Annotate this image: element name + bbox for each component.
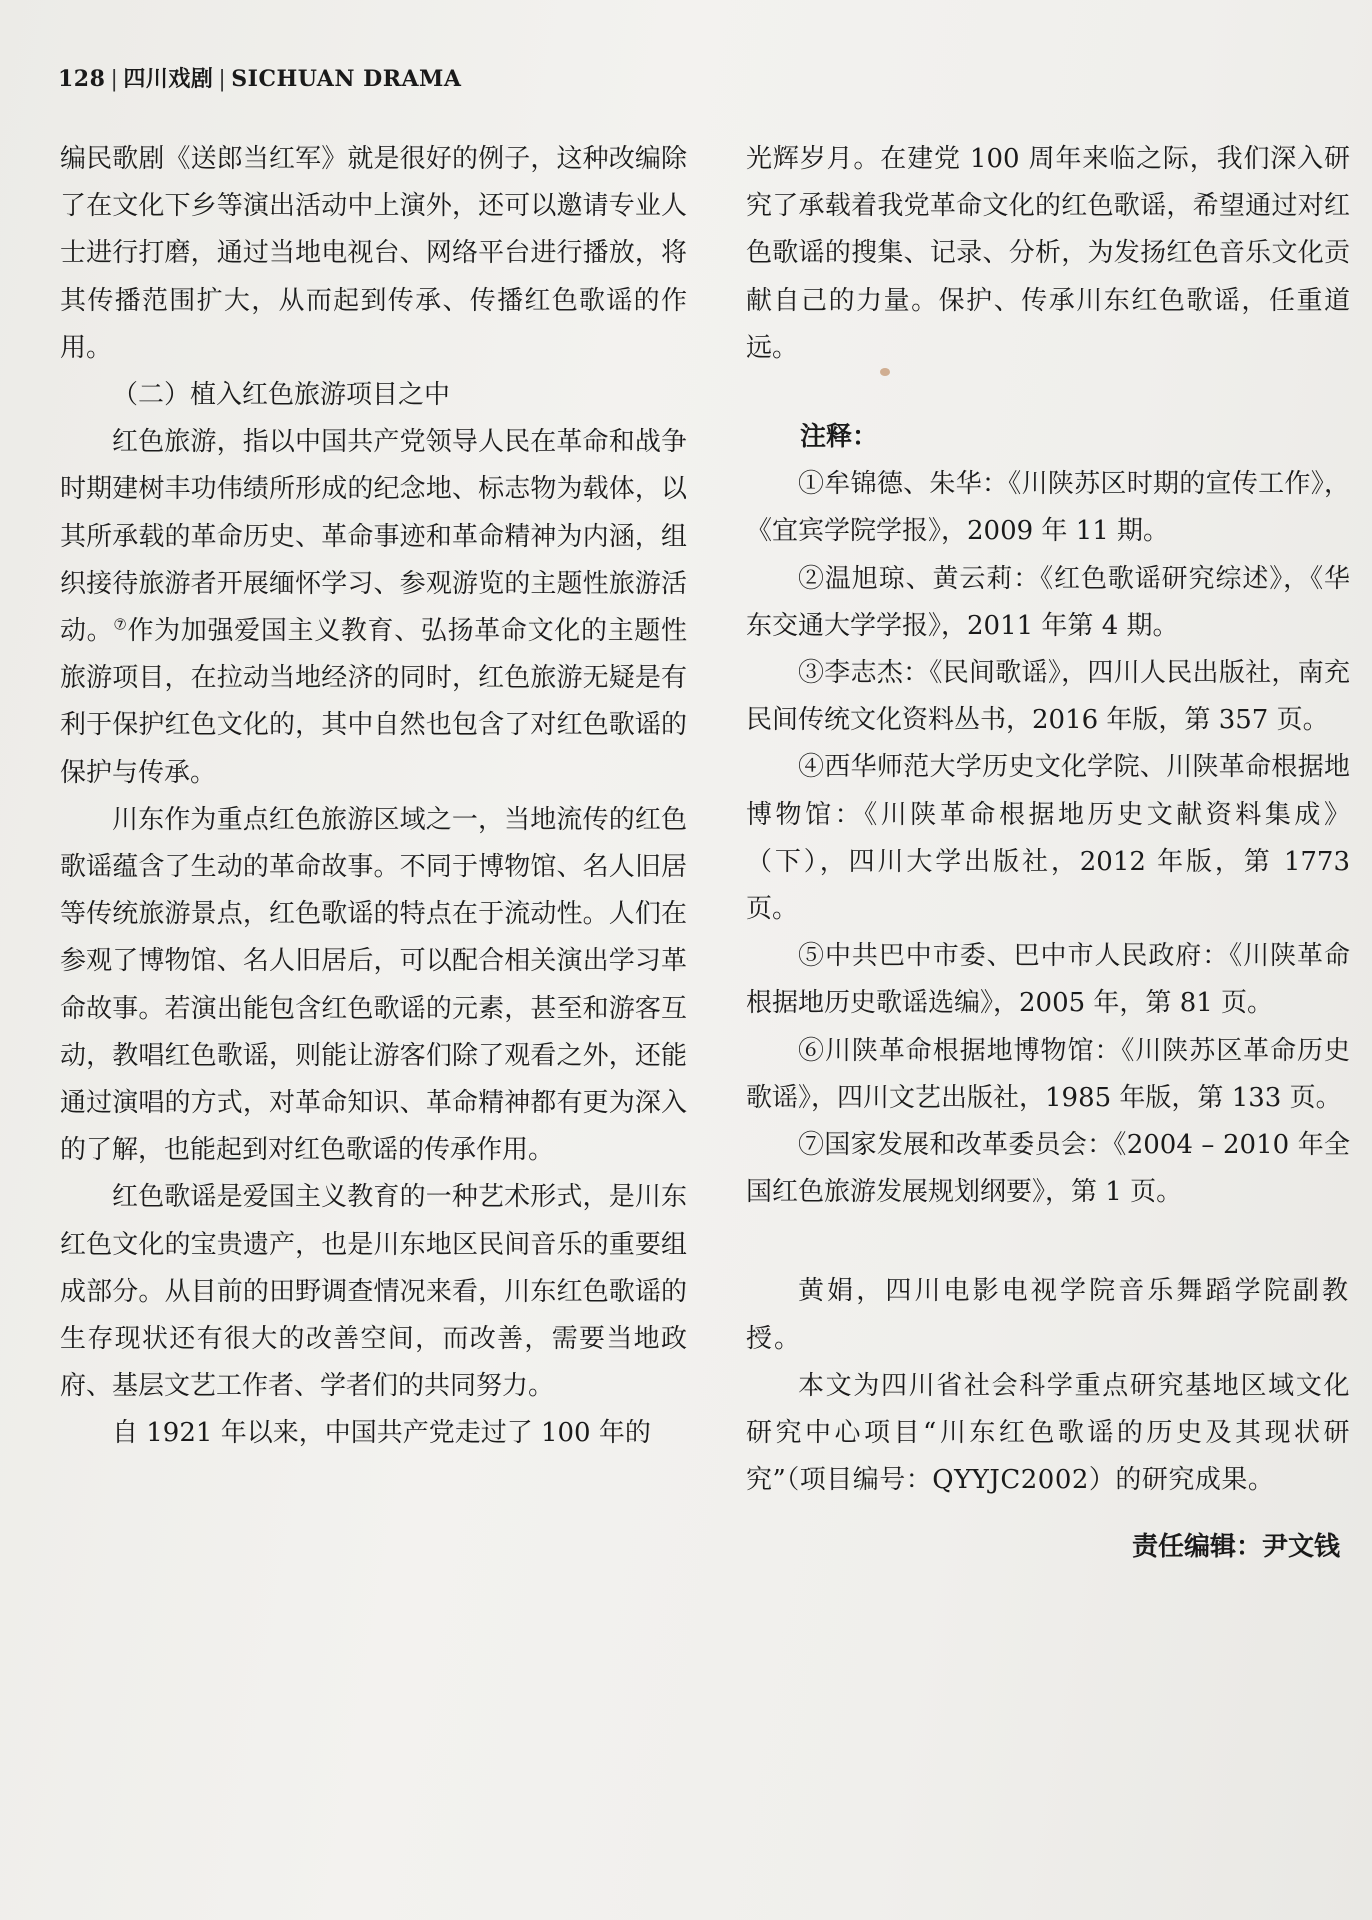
paragraph-red-tourism-part1: 红色旅游，指以中国共产党领导人民在革命和战争时期建树丰功伟绩所形成的纪念地、标志物为载体，以其所承载的革命历史、革命事迹和革命精神为内涵，组织接待旅游者开展缅怀学习、参观游览的主题性旅游活动。 — [60, 427, 687, 647]
page-number: 128 — [58, 66, 106, 92]
note-item: ②温旭琼、黄云莉：《红色歌谣研究综述》，《华东交通大学学报》，2011 年第 4 期。 — [746, 563, 1350, 641]
notes-heading: 注释： — [800, 422, 879, 453]
paragraph-continued: 编民歌剧《送郎当红军》就是很好的例子，这种改编除了在文化下乡等演出活动中上演外，还可以邀请专业人士进行打磨，通过当地电视台、网络平台进行播放，将其传播范围扩大，从而起到传承、传播红色歌谣的作用。 — [60, 144, 687, 363]
right-column — [746, 136, 1350, 1572]
note-item: ⑦国家发展和改革委员会：《2004 – 2010 年全国红色旅游发展规划纲要》，第 1 页。 — [746, 1130, 1350, 1208]
running-header: 128 | 四川戏剧 | SICHUAN DRAMA — [58, 66, 462, 92]
author-bio: 黄娟，四川电影电视学院音乐舞蹈学院副教授。 — [746, 1276, 1350, 1354]
paragraph-since-1921: 自 1921 年以来，中国共产党走过了 100 年的 — [112, 1418, 651, 1449]
paragraph-red-tourism-part2: 作为加强爱国主义教育、弘扬革命文化的主题性旅游项目，在拉动当地经济的同时，红色旅游无疑是有利于保护红色文化的，其中自然也包含了对红色歌谣的保护与传承。 — [60, 616, 687, 788]
journal-title-en: SICHUAN DRAMA — [231, 66, 462, 92]
left-column — [60, 136, 687, 1458]
note-item: ⑤中共巴中市委、巴中市人民政府：《川陕革命根据地历史歌谣选编》，2005 年，第 81 页。 — [746, 941, 1350, 1019]
note-item: ⑥川陕革命根据地博物馆：《川陕苏区革命历史歌谣》，四川文艺出版社，1985 年版，第 133 页。 — [746, 1035, 1350, 1113]
responsible-editor: 责任编辑：尹文钱 — [1131, 1532, 1340, 1563]
note-item: ③李志杰：《民间歌谣》，四川人民出版社，南充民间传统文化资料丛书，2016 年版，第 357 页。 — [746, 658, 1350, 736]
paragraph-red-tourism — [60, 419, 687, 797]
section-heading: （二）植入红色旅游项目之中 — [112, 380, 451, 411]
footnote-ref: ⑦ — [113, 615, 128, 634]
funding-statement: 本文为四川省社会科学重点研究基地区域文化研究中心项目“川东红色歌谣的历史及其现状研究”（项目编号：QYYJC2002）的研究成果。 — [746, 1370, 1350, 1496]
note-item: ④西华师范大学历史文化学院、川陕革命根据地博物馆：《川陕革命根据地历史文献资料集成》（下），四川大学出版社，2012 年版，第 1773 页。 — [746, 752, 1350, 925]
note-item: ①牟锦德、朱华：《川陕苏区时期的宣传工作》，《宜宾学院学报》，2009 年 11 期。 — [746, 469, 1350, 547]
paragraph-patriotic-education: 红色歌谣是爱国主义教育的一种艺术形式，是川东红色文化的宝贵遗产，也是川东地区民间音乐的重要组成部分。从目前的田野调查情况来看，川东红色歌谣的生存现状还有很大的改善空间，而改善，需要当地政府、基层文艺工作者、学者们的共同努力。 — [60, 1182, 687, 1402]
paragraph-east-sichuan: 川东作为重点红色旅游区域之一，当地流传的红色歌谣蕴含了生动的革命故事。不同于博物馆、名人旧居等传统旅游景点，红色歌谣的特点在于流动性。人们在参观了博物馆、名人旧居后，可以配合相关演出学习革命故事。若演出能包含红色歌谣的元素，甚至和游客互动，教唱红色歌谣，则能让游客们除了观看之外，还能通过演唱的方式，对革命知识、革命精神都有更为深入的了解，也能起到对红色歌谣的传承作用。 — [60, 804, 687, 1166]
paragraph-glorious-years: 光辉岁月。在建党 100 周年来临之际，我们深入研究了承载着我党革命文化的红色歌谣，希望通过对红色歌谣的搜集、记录、分析，为发扬红色音乐文化贡献自己的力量。保护、传承川东红色歌谣，任重道远。 — [746, 144, 1350, 363]
journal-title-cn: 四川戏剧 — [123, 66, 214, 92]
